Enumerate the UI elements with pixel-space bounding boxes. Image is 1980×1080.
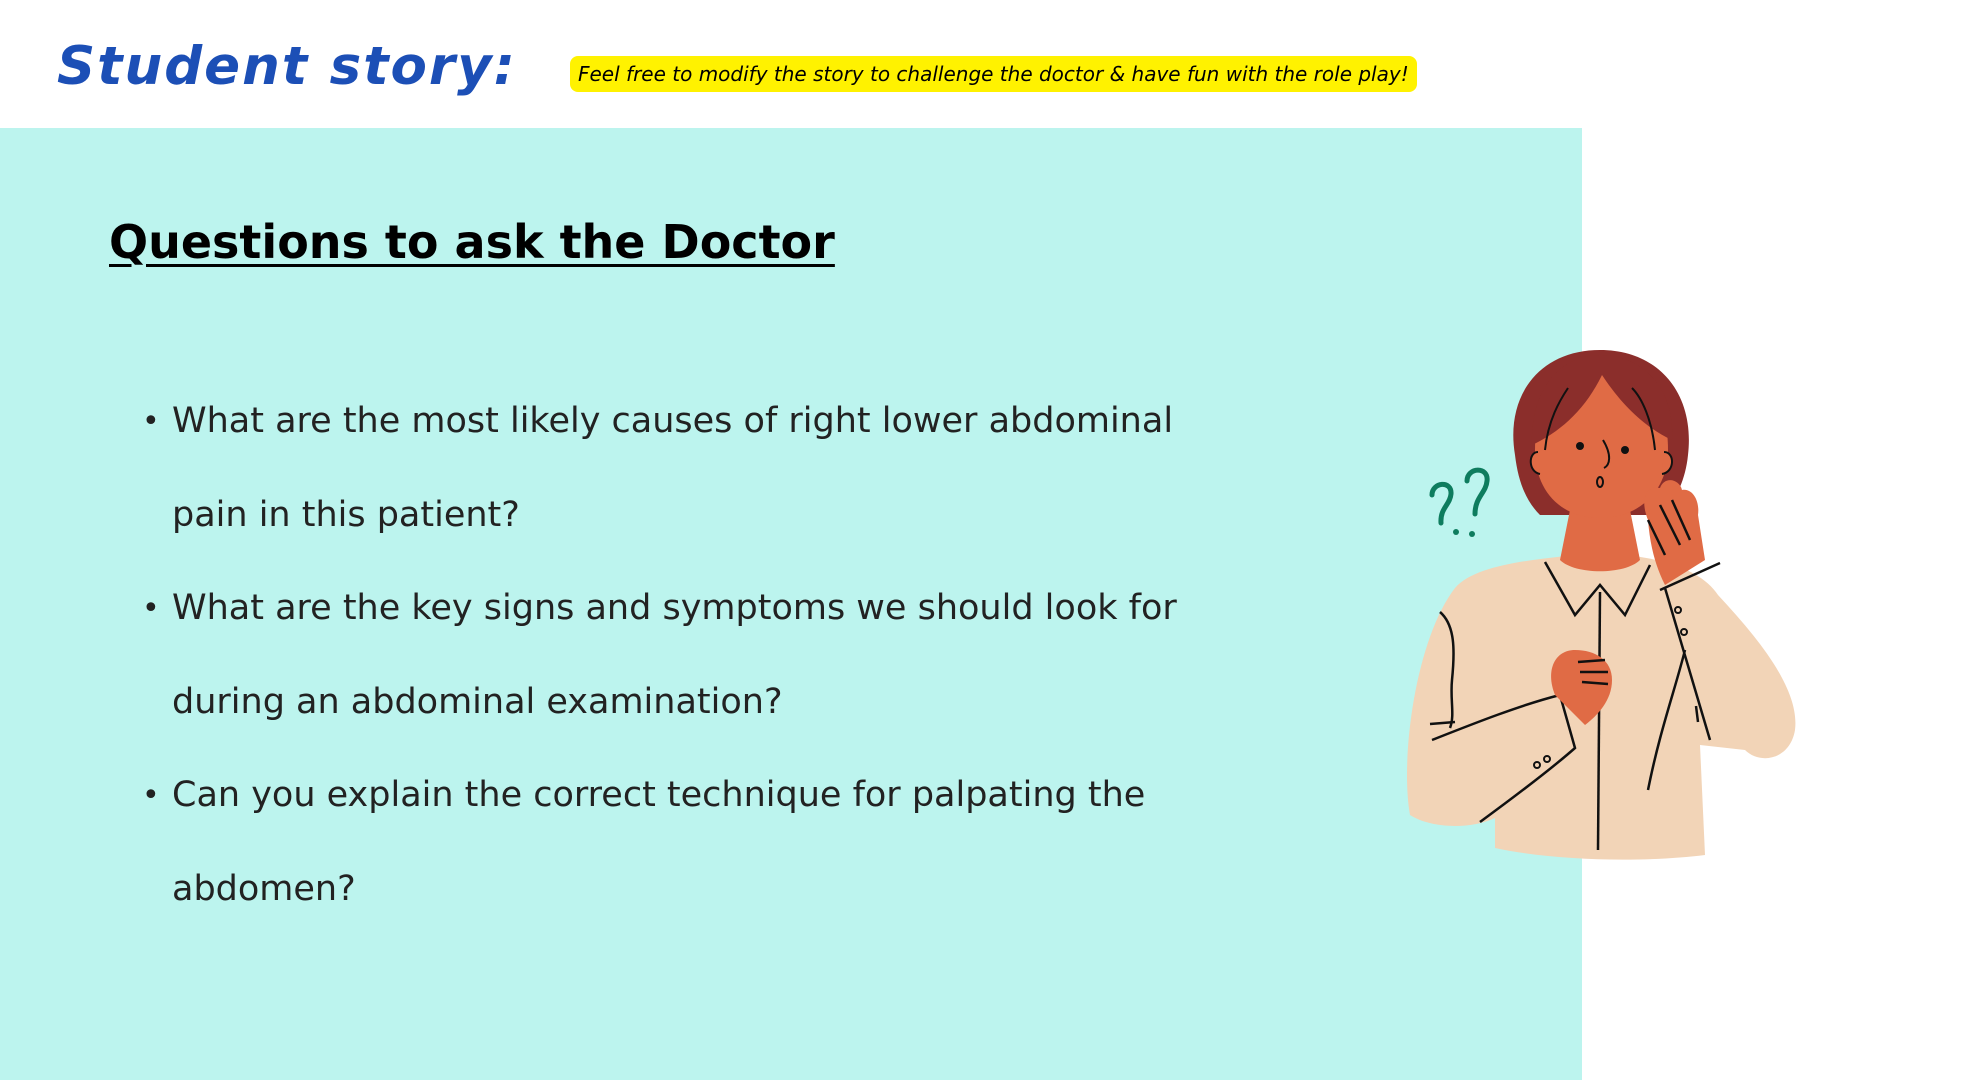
question-text: Can you explain the correct technique for palpating the abdomen? <box>172 775 1146 909</box>
instruction-note: Feel free to modify the story to challenge the doctor & have fun with the role play! <box>570 56 1417 92</box>
bullet-icon: • <box>142 778 160 813</box>
page-title: Student story: <box>57 36 517 97</box>
question-text: What are the most likely causes of right lower abdominal pain in this patient? <box>172 401 1174 535</box>
list-item <box>142 375 1242 562</box>
thinking-person-icon <box>1400 340 1800 860</box>
bullet-icon: • <box>142 591 160 626</box>
list-item <box>142 562 1242 749</box>
bullet-icon: • <box>142 404 160 439</box>
question-marks-icon <box>1432 470 1487 523</box>
questions-list <box>142 375 1242 936</box>
question-text: What are the key signs and symptoms we should look for during an abdominal examination? <box>172 588 1177 722</box>
list-item <box>142 749 1242 936</box>
questions-heading: Questions to ask the Doctor <box>109 215 835 269</box>
